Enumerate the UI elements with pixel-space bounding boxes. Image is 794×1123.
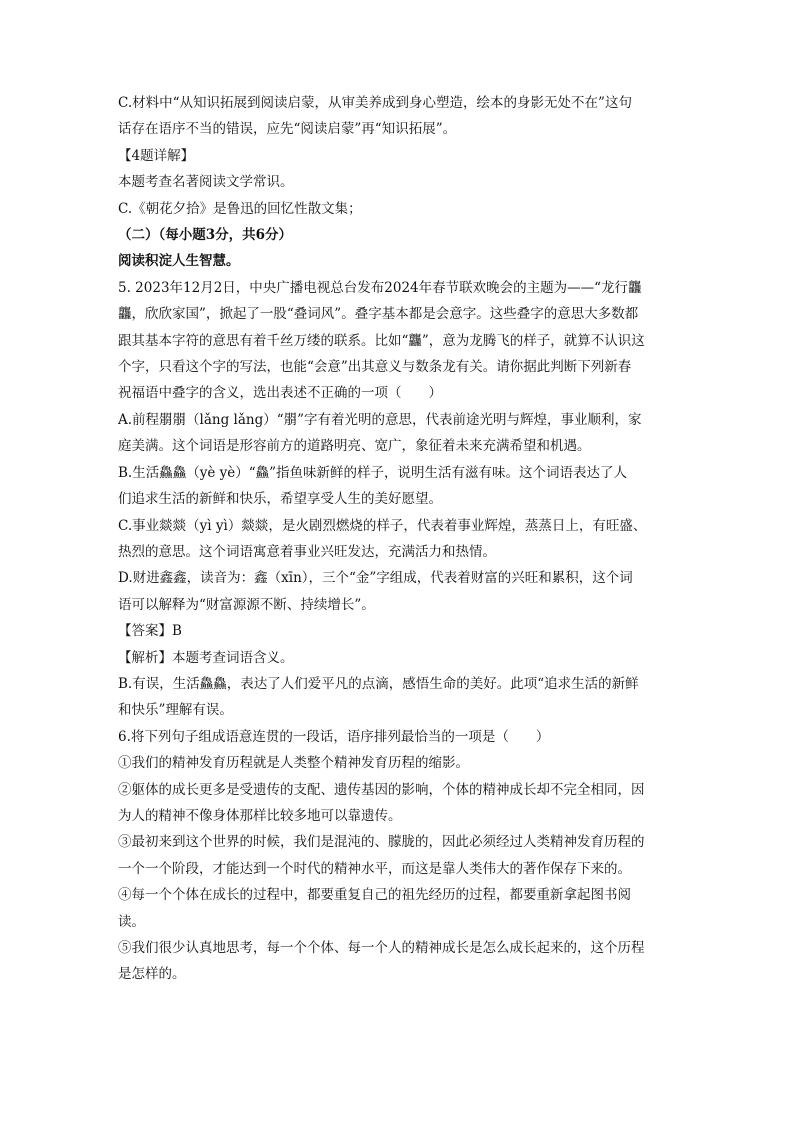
q6-sentence-2-line-2: 为人的精神不像身体那样比较多地可以靠遗传。 [118,807,402,824]
q6-sentence-5-line-1: ⑤我们很少认真地思考，每一个个体、每一个人的精神成长是怎么成长起来的，这个历程 [118,940,645,956]
q5-option-c-line-1: C.事业燚燚（yì yì）燚燚，是火剧烈燃烧的样子，代表着事业辉煌，蒸蒸日上，有旺盛、 [118,517,647,534]
option-c-explanation-line-2: 话存在语序不当的错误，应先“阅读启蒙”再“知识拓展”。 [118,121,457,138]
q6-sentence-3-line-2: 一个一个阶段，才能达到一个时代的精神水平，而这是靠人类伟大的著作保存下来的。 [118,860,631,877]
q5-stem-line-2: 龘，欣欣家国”，掀起了一股“叠词风”。叠字基本都是会意字。这些叠字的意思大多数都 [118,306,639,323]
q6-sentence-4-line-1: ④每一个个体在成长的过程中，都要重复自己的祖先经历的过程，都要重新拿起图书阅 [118,887,631,904]
q5-option-d-line-1: D.财进鑫鑫，读音为：鑫（xīn），三个“金”字组成，代表着财富的兴旺和累积，这个词 [118,570,633,587]
q5-option-a-line-1: A.前程朤朤（lǎng lǎng）“朤”字有着光明的意思，代表前途光明与辉煌，事业顺利，家 [118,411,642,428]
q5-analysis-line-1: B.有误，生活鱻鱻，表达了人们爱平凡的点滴，感悟生命的美好。此项“追求生活的新鲜 [118,675,639,692]
q5-stem-line-5: 祝福语中叠字的含义，选出表述不正确的一项（ ） [118,385,442,402]
q5-analysis-line-2: 和快乐”理解有误。 [118,702,233,719]
section-two-subtitle: 阅读积淀人生智慧。 [118,253,240,270]
q6-sentence-1: ①我们的精神发育历程就是人类整个精神发育历程的缩影。 [118,755,469,772]
document-page [118,90,678,988]
q6-sentence-4-line-2: 读。 [118,913,145,930]
q5-analysis-heading: 【解析】本题考查词语含义。 [118,649,294,666]
q4-detail-text: 本题考查名著阅读文学常识。 [118,174,294,191]
q4-detail-heading: 【4题详解】 [118,147,195,164]
q6-sentence-3-line-1: ③最初来到这个世界的时候，我们是混沌的、朦胧的，因此必须经过人类精神发育历程的 [118,834,645,851]
q5-option-a-line-2: 庭美满。这个词语是形容前方的道路明亮、宽广，象征着未来充满希望和机遇。 [118,438,591,455]
q5-answer: 【答案】B [118,623,182,640]
q5-option-b-line-2: 们追求生活的新鲜和快乐，希望享受人生的美好愿望。 [118,491,442,508]
q4-option-c: C.《朝花夕拾》是鲁迅的回忆性散文集； [118,200,362,217]
q6-sentence-2-line-1: ②躯体的成长更多是受遗传的支配、遗传基因的影响，个体的精神成长却不完全相同，因 [118,781,645,798]
option-c-explanation-line-1: C.材料中“从知识拓展到阅读启蒙，从审美养成到身心塑造，绘本的身影无处不在”这句 [118,95,632,111]
section-two-heading: （二）（每小题3分，共6分） [118,227,293,244]
q5-option-c-line-2: 热烈的意思。这个词语寓意着事业兴旺发达，充满活力和热情。 [118,543,496,560]
q5-stem-line-3: 跟其基本字符的意思有着千丝万缕的联系。比如“龘”，意为龙腾飞的样子，就算不认识这 [118,332,645,349]
q5-option-b-line-1: B.生活鱻鱻（yè yè）“鱻”指鱼味新鲜的样子，说明生活有滋有味。这个词语表达了人 [118,464,628,481]
q5-stem-line-1: 5. 2023年12月2日，中央广播电视总台发布2024年春节联欢晚会的主题为——“龙行龘 [118,279,642,296]
q5-stem-line-4: 个字，只看这个字的写法，也能“会意”出其意义与数条龙有关。请你据此判断下列新春 [118,359,632,376]
q6-stem: 6.将下列句子组成语意连贯的一段话，语序排列最恰当的一项是（ ） [118,728,550,745]
q6-sentence-5-line-2: 是怎样的。 [118,966,186,983]
q5-option-d-line-2: 语可以解释为“财富源源不断、持续增长”。 [118,596,375,613]
